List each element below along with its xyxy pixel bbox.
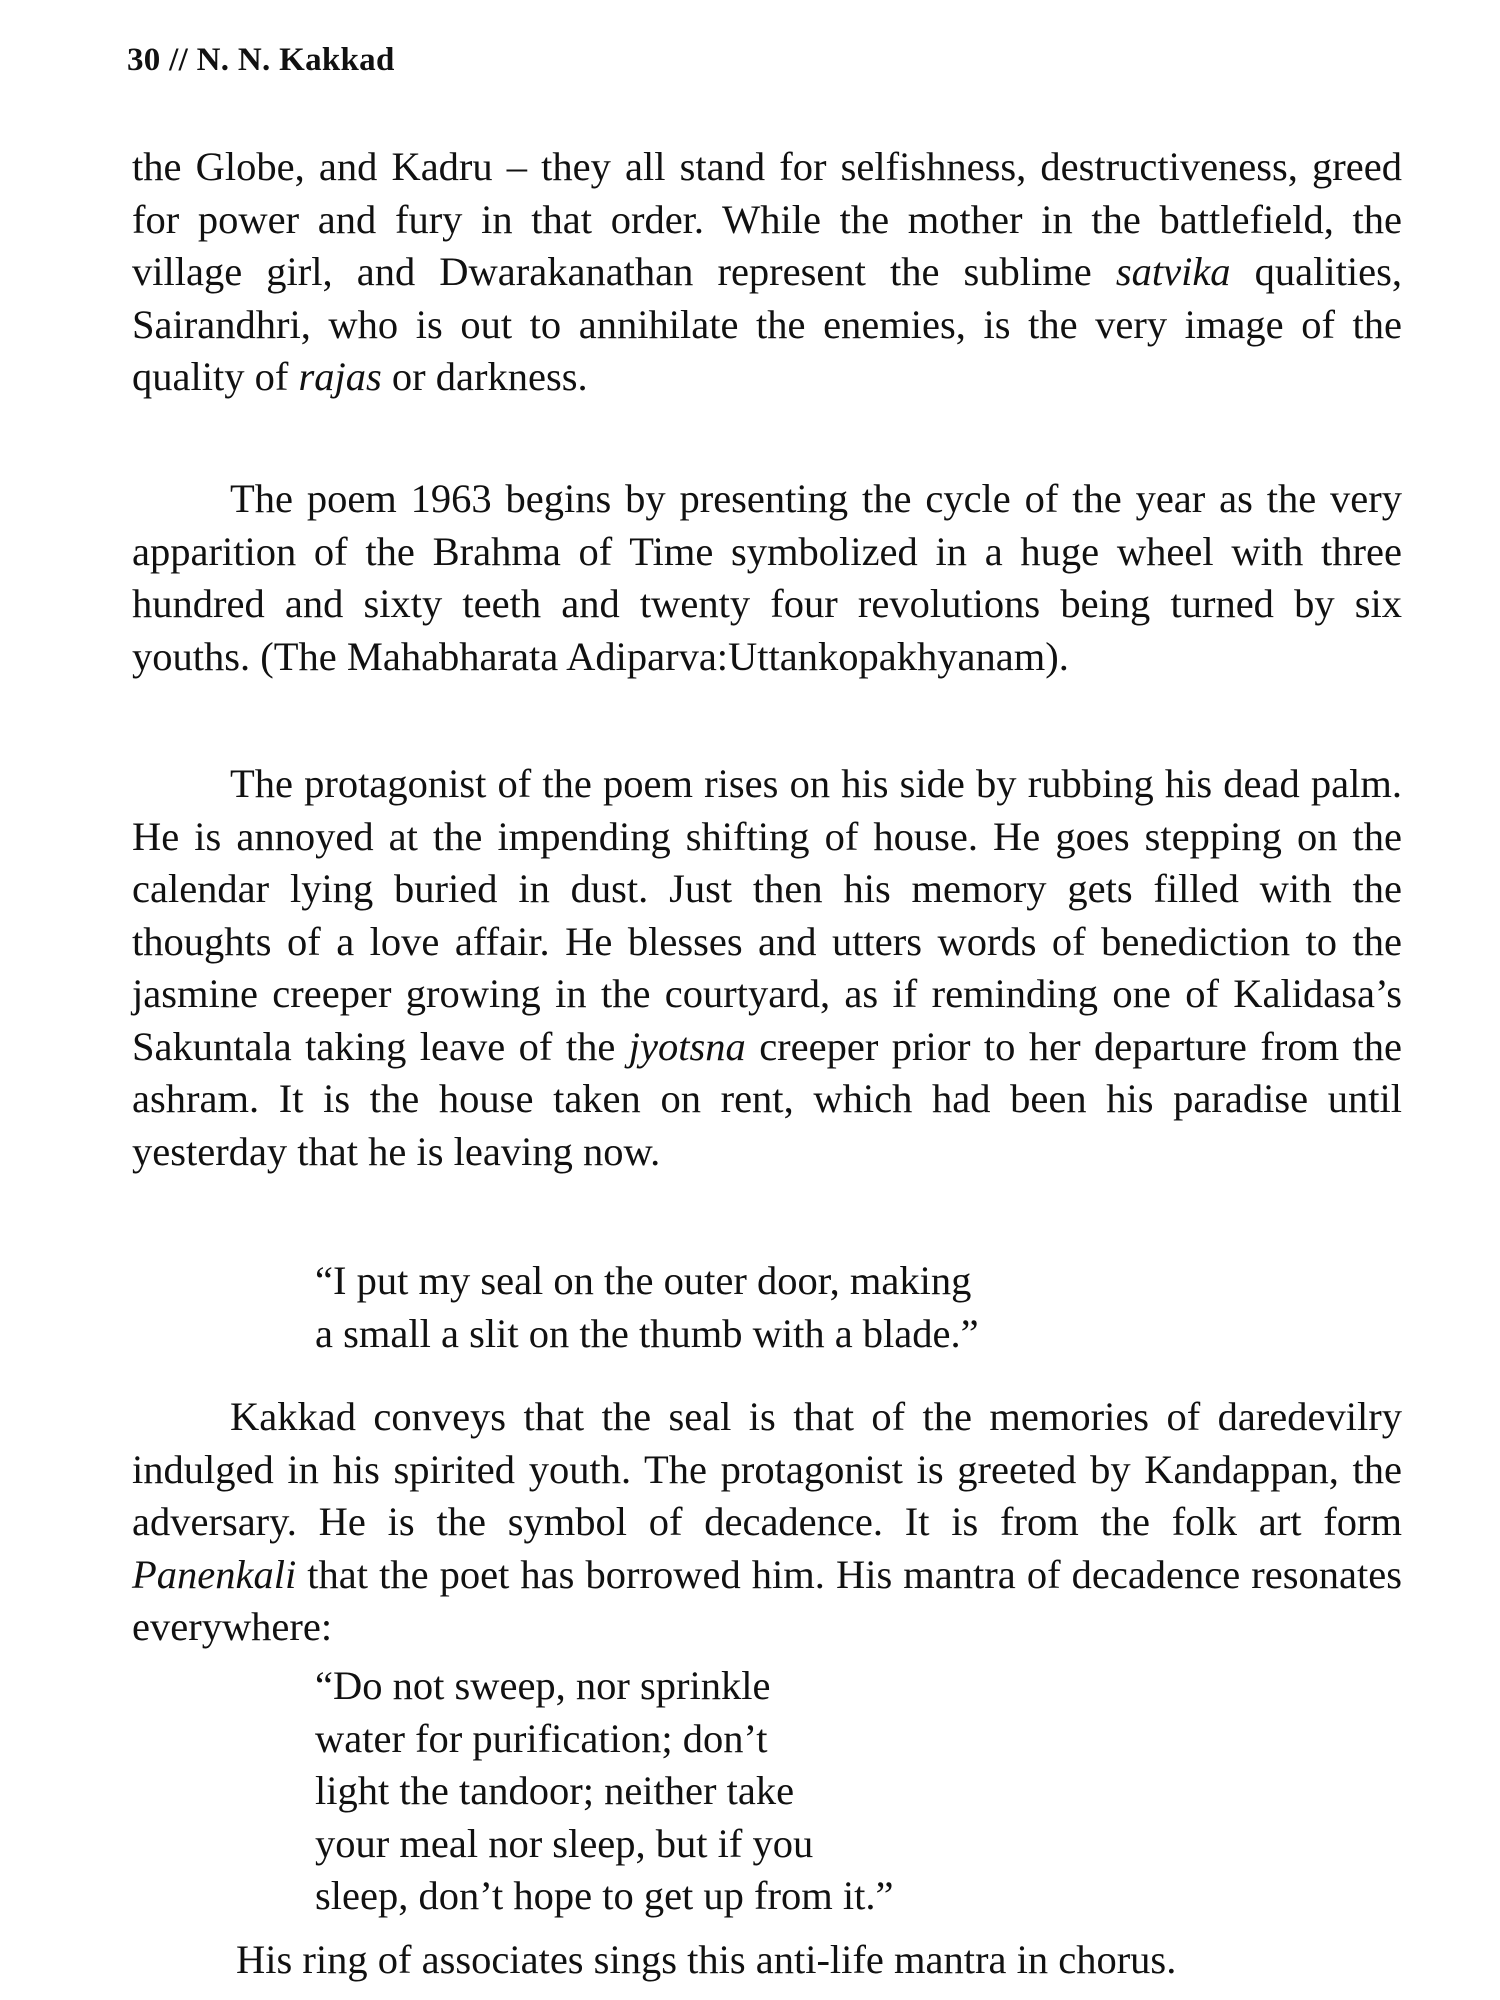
- term-jyotsna: jyotsna: [628, 1023, 746, 1069]
- block-quote-seal: [315, 1255, 979, 1360]
- paragraph-1-text-c: or darkness.: [381, 354, 588, 399]
- quote-line: your meal nor sleep, but if you: [315, 1820, 814, 1866]
- running-head: 30 // N. N. Kakkad: [127, 42, 395, 78]
- paragraph-4-text-a: Kakkad conveys that the seal is that of the memories of daredevilry indulged in his spirited youth. The protagonist is greeted by Kandappan, the adversary. He is the symbol of decadence. It is from the folk art form: [132, 1394, 1402, 1544]
- quote-line: a small a slit on the thumb with a blade.”: [315, 1310, 979, 1356]
- quote-line: sleep, don’t hope to get up from it.”: [315, 1873, 894, 1918]
- block-quote-mantra: [315, 1660, 894, 1923]
- paragraph-1: [132, 141, 1402, 404]
- term-satvika: satvika: [1115, 249, 1231, 294]
- paragraph-3-text-b: creeper prior to her departure from the ashram. It is the house taken on rent, which had been his paradise until yesterday that he is leaving now.: [132, 1023, 1402, 1174]
- paragraph-3-text-a: The protagonist of the poem rises on his side by rubbing his dead palm. He is annoyed at the impending shifting of house. He goes stepping on the calendar lying buried in dust. Just then his memory gets filled with the thoughts of a love affair. He blesses and utters words of benediction to the jasmine creeper growing in the courtyard, as if reminding one of Kalidasa’s Sakuntala taking leave of the: [132, 761, 1402, 1069]
- paragraph-3: [132, 758, 1402, 1178]
- quote-line: “Do not sweep, nor sprinkle: [315, 1663, 771, 1708]
- term-rajas: rajas: [298, 354, 382, 399]
- paragraph-1-text-b: qualities, Sairandhri, who is out to annihilate the enemies, is the very image of the quality of: [132, 249, 1402, 399]
- paragraph-1-text-a: the Globe, and Kadru – they all stand for selfishness, destructiveness, greed for power and fury in that order. While the mother in the battlefield, the village girl, and Dwarakanathan represent the sublime: [132, 144, 1402, 294]
- quote-line: “I put my seal on the outer door, making: [315, 1258, 972, 1303]
- term-panenkali: Panenkali: [132, 1551, 297, 1597]
- paragraph-4-text-b: that the poet has borrowed him. His mantra of decadence resonates everywhere:: [132, 1551, 1402, 1649]
- quote-line: water for purification; don’t: [315, 1715, 768, 1761]
- quote-line: light the tandoor; neither take: [315, 1768, 795, 1813]
- closing-sentence: His ring of associates sings this anti-life mantra in chorus.: [236, 1937, 1177, 1982]
- paragraph-2: The poem 1963 begins by presenting the cycle of the year as the very apparition of the Brahma of Time symbolized in a huge wheel with three hundred and sixty teeth and twenty four revolutions being turned by six youths. (The Mahabharata Adiparva:Uttankopakhyanam).: [132, 476, 1402, 679]
- paragraph-4: [132, 1391, 1402, 1654]
